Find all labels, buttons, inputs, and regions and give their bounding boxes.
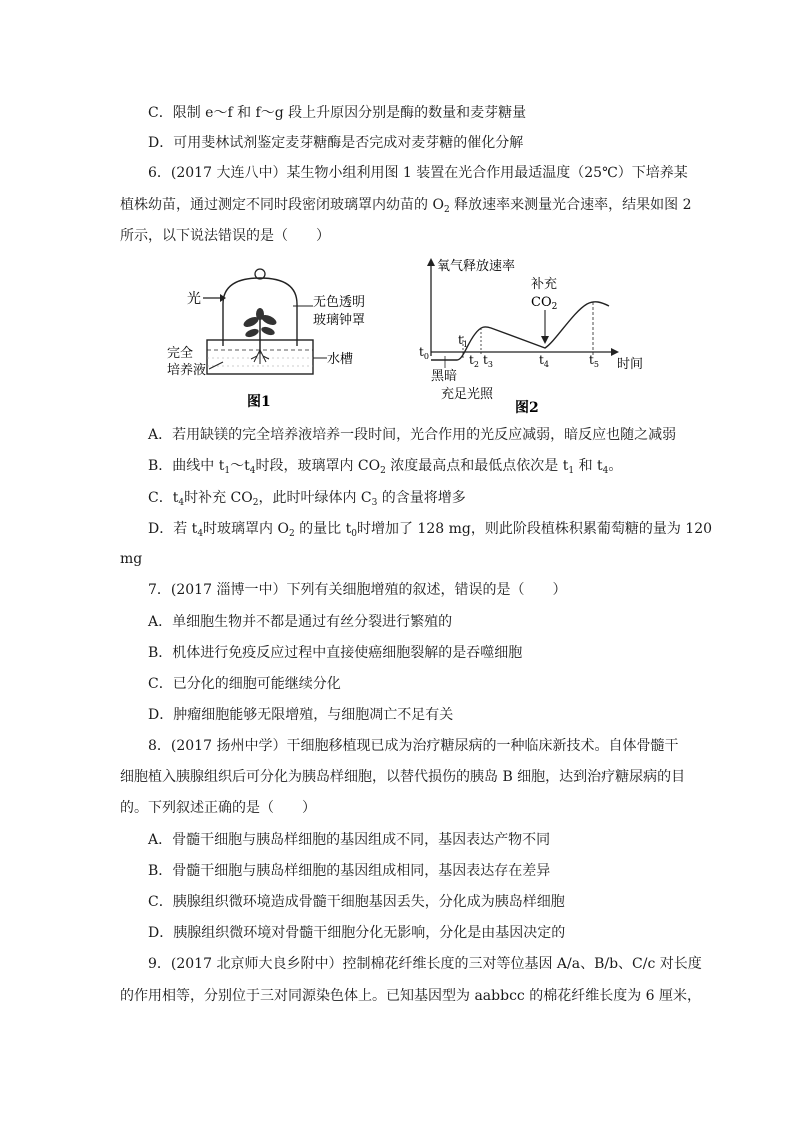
plant-seedling (242, 308, 278, 364)
fig2-t1-label: $t_1$ (458, 333, 468, 349)
q8-option-b: B．骨髓干细胞与胰岛样细胞的基因组成相同，基因表达存在差异 (148, 863, 551, 879)
fig2-dark-label: 黑暗 (431, 369, 458, 384)
q9-stem-line1: 9．(2017 北京师大良乡附中）控制棉花纤维长度的三对等位基因 A/a、B/b、C/c 对长度 (148, 956, 702, 972)
fig1-solution-label-1: 完全 (167, 346, 194, 361)
fig2-t0-label: $t_0$ (419, 345, 429, 361)
q8-option-c: C．胰腺组织微环境造成骨髓干细胞基因丢失，分化成为胰岛样细胞 (148, 894, 565, 910)
fig2-t3-label: $t_3$ (483, 353, 493, 369)
q9-stem-line2: 的作用相等，分别位于三对同源染色体上。已知基因型为 aabbcc 的棉花纤维长度为 6 厘米， (120, 988, 702, 1004)
fig1-tank-label: 水槽 (327, 352, 354, 367)
fig2-light-label: 充足光照 (441, 387, 494, 402)
fig2-t2-label: $t_2$ (469, 353, 479, 369)
fig2-y-axis-label: 氧气释放速率 (437, 259, 516, 274)
fig1-caption: 图1 (247, 394, 271, 410)
q8-option-a: A．骨髓干细胞与胰岛样细胞的基因组成不同，基因表达产物不同 (148, 832, 551, 848)
q7-option-d: D．肿瘤细胞能够无限增殖，与细胞凋亡不足有关 (148, 707, 454, 723)
fig1-solution-label-2: 培养液 (167, 363, 207, 378)
figure-1-apparatus (165, 258, 395, 418)
fig1-cover-label-1: 无色透明 (313, 295, 366, 310)
q7-option-b: B．机体进行免疫反应过程中直接使癌细胞裂解的是吞噬细胞 (148, 645, 523, 661)
fig2-rate-curve (431, 302, 609, 360)
q6-stem-line3: 所示，以下说法错误的是（ ） (120, 228, 330, 244)
fig2-supplement-label: 补充 (531, 277, 558, 292)
q5-option-c: C．限制 e～f 和 f～g 段上升原因分别是酶的数量和麦芽糖量 (148, 105, 527, 121)
q6-option-d: D．若 $t_4$时玻璃罩内 $O_2$ 的量比 $t_0$时增加了 128 mg，则此阶段植株积累葡萄糖的量为 120 (148, 521, 713, 539)
q5-option-d: D．可用斐林试剂鉴定麦芽糖酶是否完成对麦芽糖的催化分解 (148, 135, 524, 151)
q6-option-c: C．$t_4$时补充 $CO_2$，此时叶绿体内 $C_3$ 的含量将增多 (148, 490, 466, 508)
q8-stem-line3: 的。下列叙述正确的是（ ） (120, 800, 316, 816)
fig2-co2-label: $CO_2$ (531, 295, 558, 312)
fig2-t5-label: $t_5$ (589, 353, 599, 369)
q8-stem-line1: 8．(2017 扬州中学）干细胞移植现已成为治疗糖尿病的一种临床新技术。自体骨髓干 (148, 738, 679, 754)
q7-option-c: C．已分化的细胞可能继续分化 (148, 676, 341, 692)
q8-option-d: D．胰腺组织微环境对骨髓干细胞分化无影响，分化是由基因决定的 (148, 925, 566, 941)
q8-stem-line2: 细胞植入胰腺组织后可分化为胰岛样细胞，以替代损伤的胰岛 B 细胞，达到治疗糖尿病的目 (120, 769, 686, 785)
q6-stem-line1: 6．(2017 大连八中）某生物小组利用图 1 装置在光合作用最适温度（25℃）下培养某 (148, 165, 688, 181)
q7-option-a: A．单细胞生物并不都是通过有丝分裂进行繁殖的 (148, 614, 453, 630)
fig2-x-axis-label: 时间 (617, 357, 644, 372)
q6-option-d-cont: mg (120, 551, 143, 567)
q6-stem-line2: 植株幼苗，通过测定不同时段密闭玻璃罩内幼苗的 $O_2$ 释放速率来测量光合速率，结果如图 2 (120, 197, 692, 215)
q7-stem: 7．(2017 淄博一中）下列有关细胞增殖的叙述，错误的是（ ） (148, 582, 567, 598)
figure-2-graph (405, 256, 655, 418)
fig1-cover-label-2: 玻璃钟罩 (313, 313, 366, 328)
fig1-light-label: 光 (187, 291, 201, 307)
q6-option-b: B．曲线中 $t_1\sim t_4$时段，玻璃罩内 $CO_2$ 浓度最高点和最低点依次是 $t_1$ 和 $t_4$。 (148, 458, 623, 476)
fig2-t4-label: $t_4$ (539, 353, 549, 369)
fig2-caption: 图2 (515, 400, 539, 416)
q6-option-a: A．若用缺镁的完全培养液培养一段时间，光合作用的光反应减弱，暗反应也随之减弱 (148, 427, 677, 443)
